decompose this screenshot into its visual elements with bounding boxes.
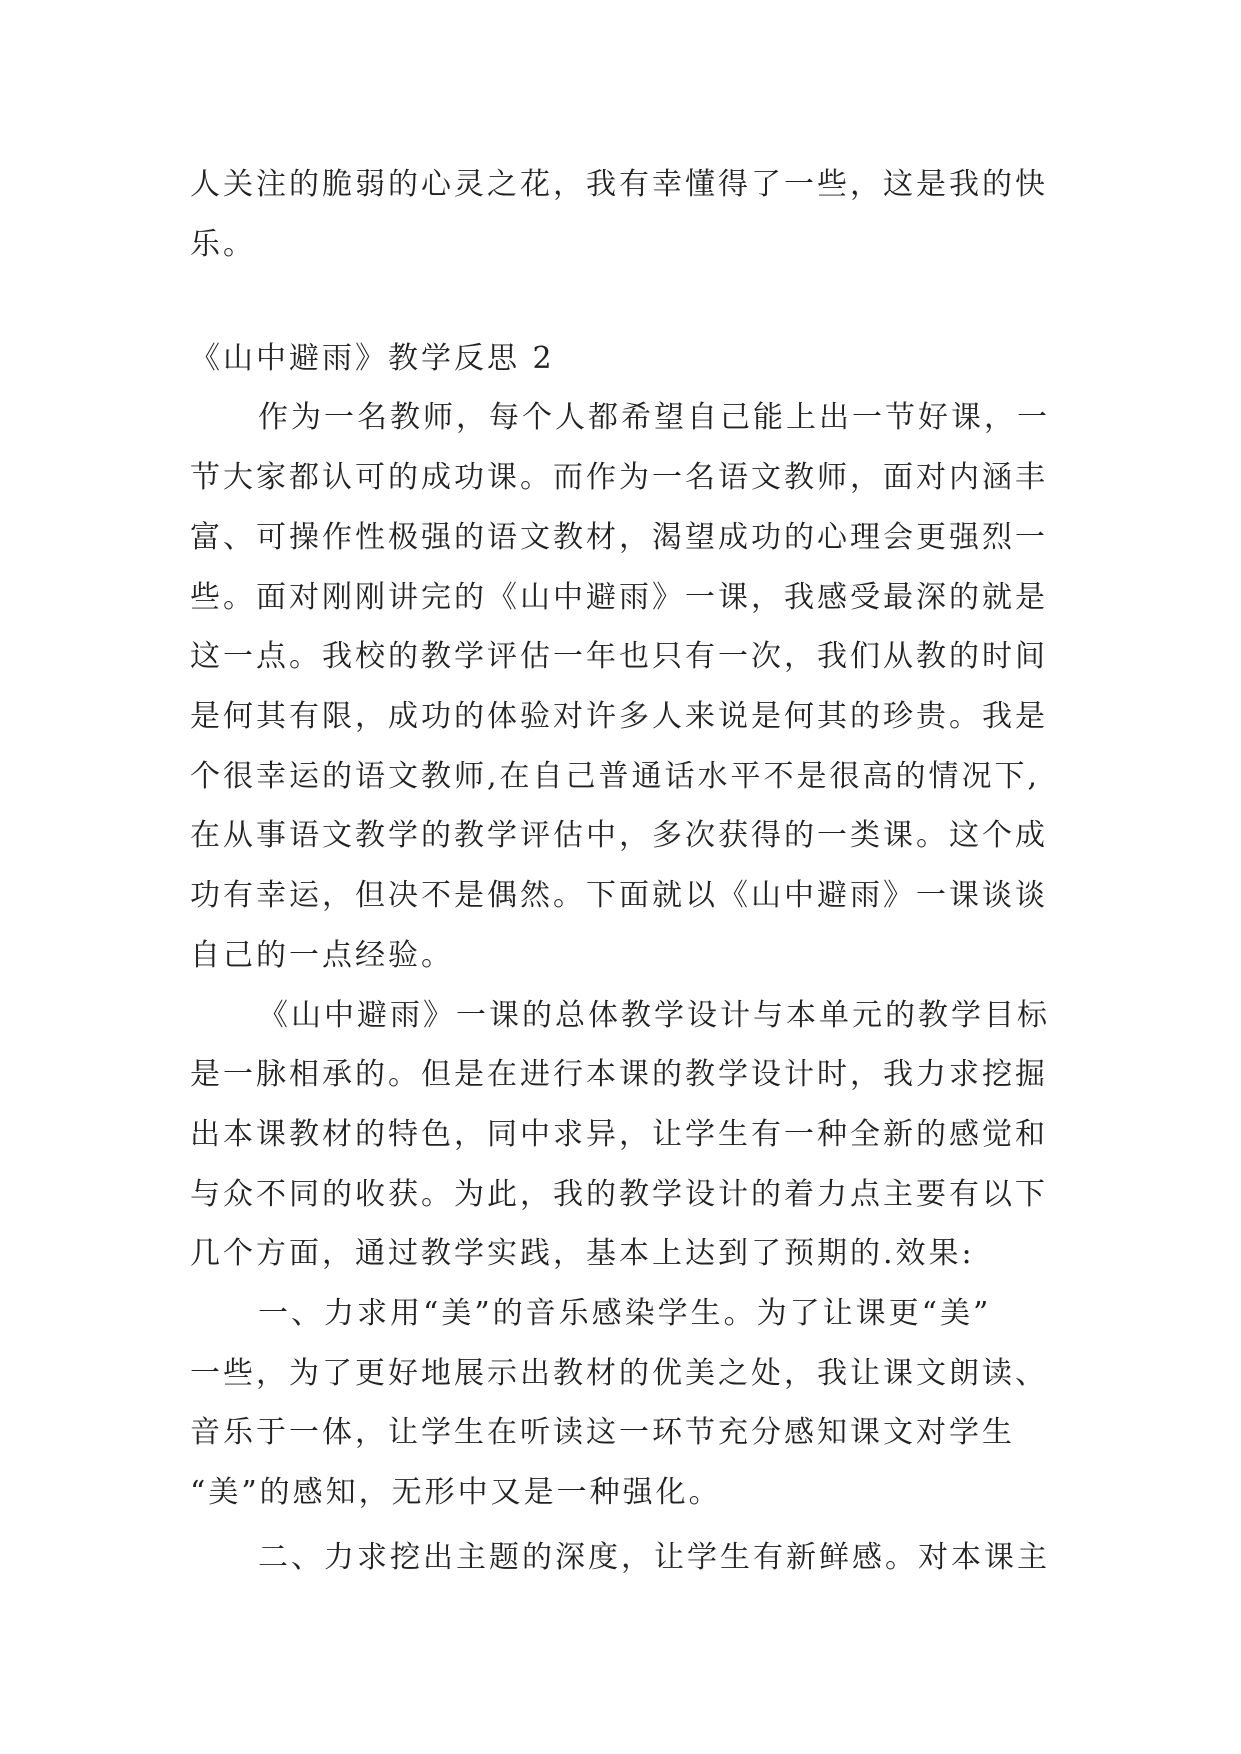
text-line-17: 几个方面，通过教学实践，基本上达到了预期的.效果: [190, 1236, 975, 1271]
text-line-15: 出本课教材的特色，同中求异，让学生有一种全新的感觉和 [190, 1117, 1048, 1152]
text-line-18: 一、力求用“美”的音乐感染学生。为了让课更“美” [258, 1296, 992, 1331]
text-line-20: 音乐于一体，让学生在听读这一环节充分感知课文对学生 [190, 1415, 1015, 1450]
text-line-6: 些。面对刚刚讲完的《山中避雨》一课，我感受最深的就是 [190, 580, 1048, 615]
text-line-16: 与众不同的收获。为此，我的教学设计的着力点主要有以下 [190, 1177, 1048, 1212]
text-line-7: 这一点。我校的教学评估一年也只有一次，我们从教的时间 [190, 639, 1048, 674]
text-line-4: 节大家都认可的成功课。而作为一名语文教师，面对内涵丰 [190, 460, 1048, 495]
text-line-10: 在从事语文教学的教学评估中，多次获得的一类课。这个成 [190, 818, 1048, 853]
section-heading: 《山中避雨》教学反思 2 [190, 341, 555, 376]
text-line-9: 个很幸运的语文教师,在自己普通话水平不是很高的情况下, [190, 759, 1041, 794]
text-line-14: 是一脉相承的。但是在进行本课的教学设计时，我力求挖掘 [190, 1057, 1048, 1092]
text-line-13: 《山中避雨》一课的总体教学设计与本单元的教学目标 [258, 998, 1050, 1033]
text-line-12: 自己的一点经验。 [190, 938, 454, 973]
text-line-1: 人关注的脆弱的心灵之花，我有幸懂得了一些，这是我的快 [190, 167, 1048, 202]
text-line-22: 二、力求挖出主题的深度，让学生有新鲜感。对本课主 [258, 1540, 1050, 1575]
text-line-5: 富、可操作性极强的语文教材，渴望成功的心理会更强烈一 [190, 520, 1048, 555]
text-line-3: 作为一名教师，每个人都希望自己能上出一节好课，一 [258, 400, 1050, 435]
text-line-8: 是何其有限，成功的体验对许多人来说是何其的珍贵。我是 [190, 699, 1048, 734]
text-line-2: 乐。 [190, 227, 256, 262]
text-line-21: “美”的感知，无形中又是一种强化。 [190, 1475, 722, 1510]
text-line-11: 功有幸运，但决不是偶然。下面就以《山中避雨》一课谈谈 [190, 878, 1048, 913]
text-line-19: 一些，为了更好地展示出教材的优美之处，我让课文朗读、 [190, 1356, 1048, 1391]
